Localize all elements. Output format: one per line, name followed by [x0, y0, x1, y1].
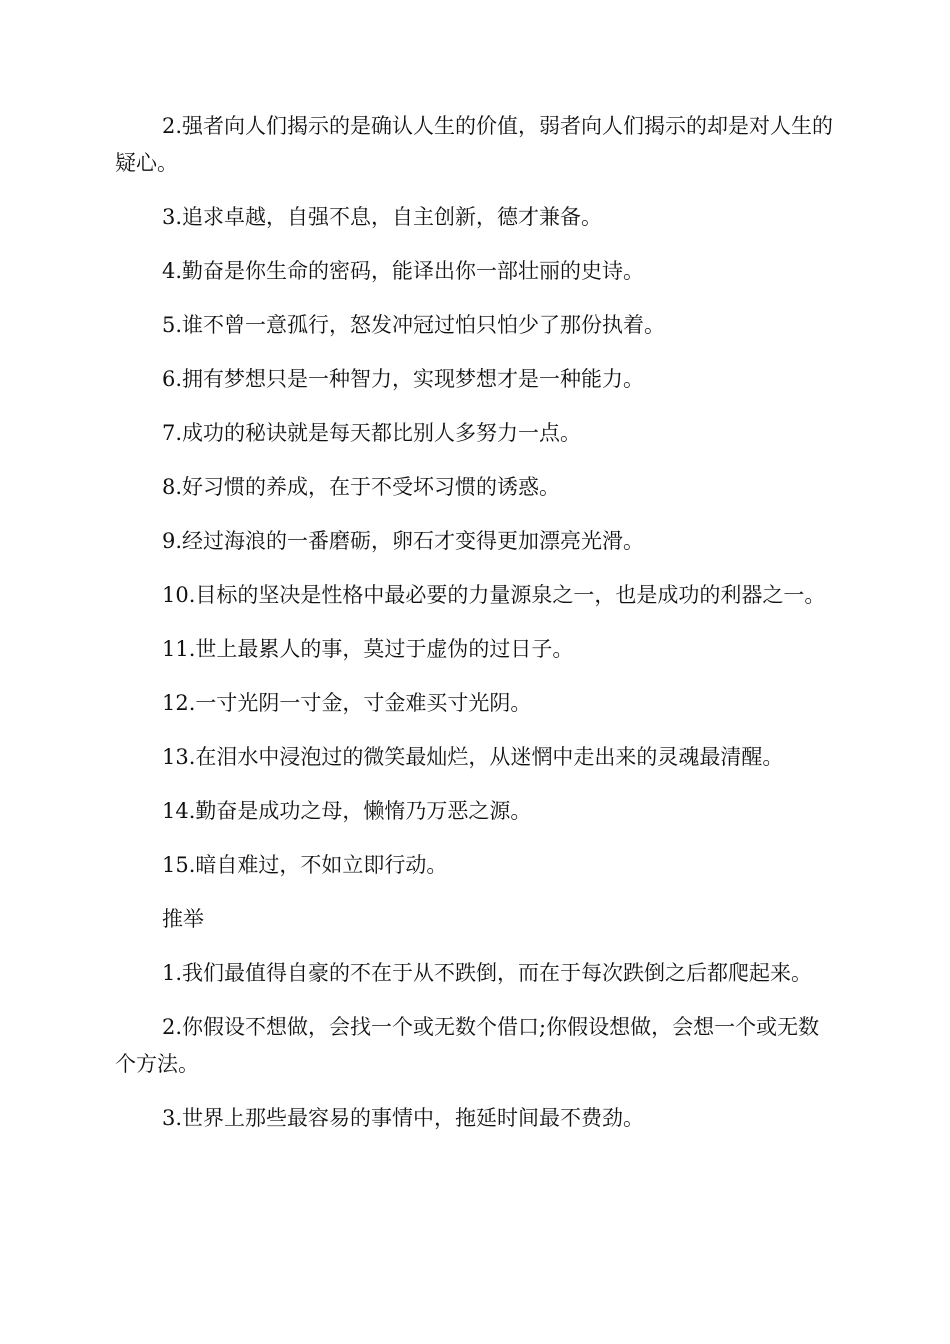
paragraph-11: 11.世上最累人的事，莫过于虚伪的过日子。	[162, 637, 574, 661]
paragraph-14: 14.勤奋是成功之母，懒惰乃万恶之源。	[162, 799, 532, 823]
paragraph-12: 12.一寸光阴一寸金，寸金难买寸光阴。	[162, 691, 532, 715]
section-paragraph-2: 2.你假设不想做，会找一个或无数个借口;你假设想做，会想一个或无数个方法。	[115, 1015, 820, 1076]
section-paragraph-1: 1.我们最值得自豪的不在于从不跌倒，而在于每次跌倒之后都爬起来。	[162, 961, 813, 985]
paragraph-7: 7.成功的秘诀就是每天都比别人多努力一点。	[162, 421, 582, 445]
paragraph-5: 5.谁不曾一意孤行，怒发冲冠过怕只怕少了那份执着。	[162, 313, 666, 337]
paragraph-8: 8.好习惯的养成，在于不受坏习惯的诱惑。	[162, 475, 561, 499]
paragraph-15: 15.暗自难过，不如立即行动。	[162, 853, 448, 877]
paragraph-3: 3.追求卓越，自强不息，自主创新，德才兼备。	[162, 205, 603, 229]
paragraph-13: 13.在泪水中浸泡过的微笑最灿烂，从迷惘中走出来的灵魂最清醒。	[162, 745, 784, 769]
section-heading: 推举	[162, 907, 204, 931]
paragraph-10: 10.目标的坚决是性格中最必要的力量源泉之一，也是成功的利器之一。	[162, 583, 826, 607]
paragraph-9: 9.经过海浪的一番磨砺，卵石才变得更加漂亮光滑。	[162, 529, 645, 553]
section-paragraph-3: 3.世界上那些最容易的事情中，拖延时间最不费劲。	[162, 1106, 645, 1130]
paragraph-2: 2.强者向人们揭示的是确认人生的价值，弱者向人们揭示的却是对人生的疑心。	[115, 114, 834, 175]
document-body	[115, 108, 835, 1154]
paragraph-6: 6.拥有梦想只是一种智力，实现梦想才是一种能力。	[162, 367, 645, 391]
paragraph-4: 4.勤奋是你生命的密码，能译出你一部壮丽的史诗。	[162, 259, 645, 283]
